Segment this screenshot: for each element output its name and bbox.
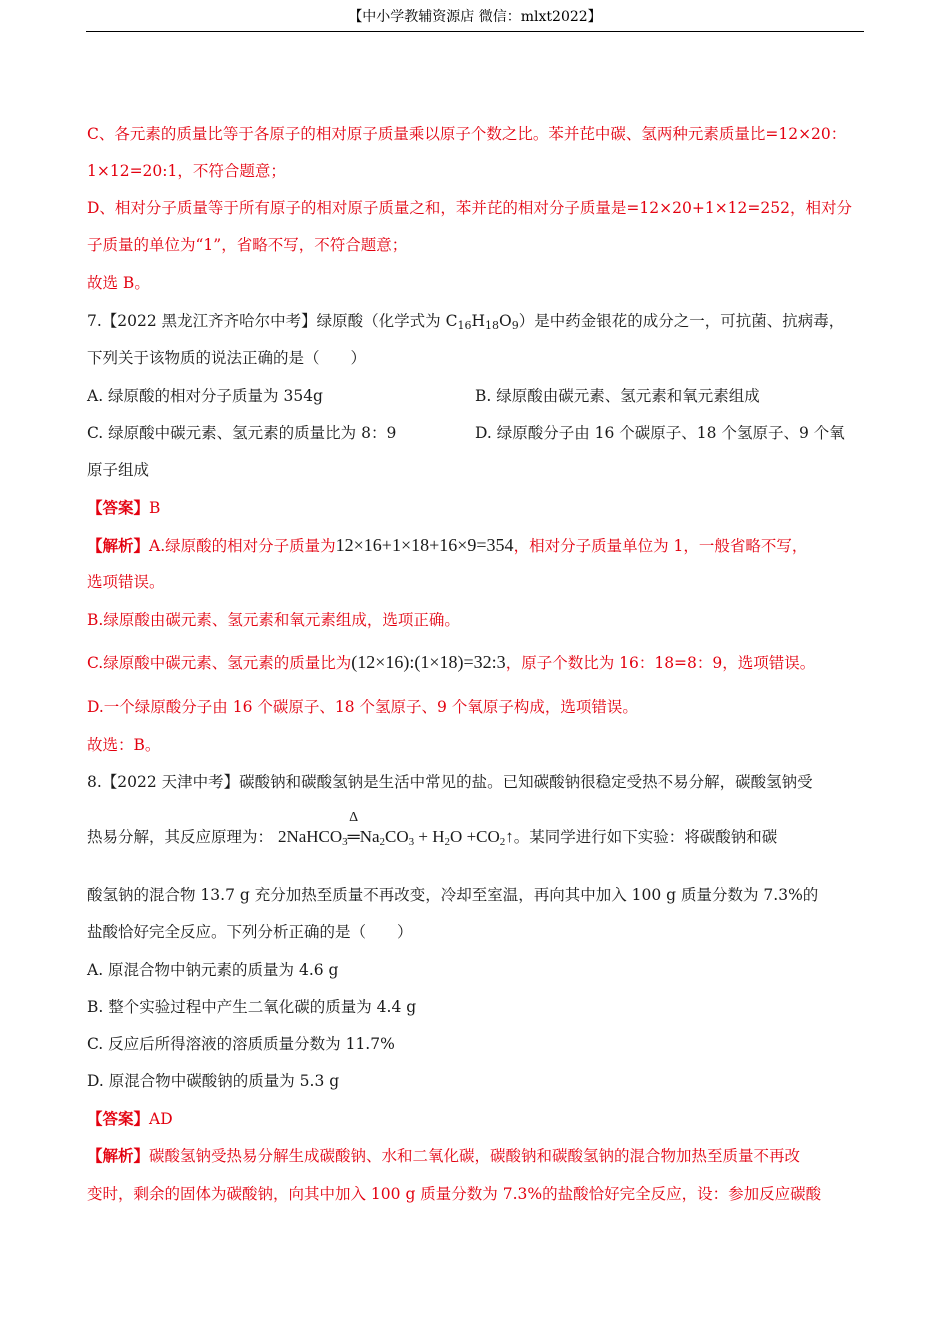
q8-eq-plus-b: +: [462, 827, 477, 846]
q8-stem-line2: [87, 810, 778, 848]
q8-explanation-line1-text: 碳酸氢钠受热易分解生成碳酸钠、水和二氧化碳，碳酸钠和碳酸氢钠的混合物加热至质量不再改: [149, 1147, 801, 1165]
q7-explanation-a-suffix: ，相对分子质量单位为 1，一般省略不写，: [513, 537, 808, 555]
q7-explanation-c-prefix: C.绿原酸中碳元素、氢元素的质量比为: [87, 654, 352, 672]
q7-stem-line2: 下列关于该物质的说法正确的是（ ）: [87, 349, 367, 367]
q7-explanation-a-line2: 选项错误。: [87, 573, 165, 591]
q7-stem-suffix: ）是中药金银花的成分之一，可抗菌、抗病毒，: [518, 312, 845, 330]
q8-eq-co-b: CO: [476, 827, 500, 846]
q8-eq-plus-a: +: [414, 827, 433, 846]
q8-eq-arrow-wrap: [347, 810, 360, 847]
q7-answer-label: 【答案】: [87, 498, 150, 517]
q8-option-c: C. 反应后所得溶液的溶质质量分数为 11.7%: [87, 1035, 395, 1053]
q8-eq-sub3-b: 3: [408, 836, 415, 848]
q8-stem-line4: 盐酸恰好完全反应。下列分析正确的是（ ）: [87, 923, 413, 941]
q7-formula-h: H: [471, 312, 485, 330]
q8-eq-na: Na: [359, 827, 380, 846]
prev-explanation-c-line2: 1×12=20:1，不符合题意；: [87, 162, 286, 180]
q8-option-d: D. 原混合物中碳酸钠的质量为 5.3 g: [87, 1072, 340, 1090]
q8-eq-arrow: ═: [347, 827, 360, 846]
q8-stem-line1: 8.【2022 天津中考】碳酸钠和碳酸氢钠是生活中常见的盐。已知碳酸钠很稳定受热不易分解，碳酸氢钠受: [87, 773, 813, 791]
q8-eq-h: H: [432, 827, 445, 846]
q8-eq-up-arrow: ↑: [505, 827, 514, 846]
q8-eq-co-a: CO: [385, 827, 409, 846]
q8-eq-reactant: 2NaHCO: [277, 827, 343, 846]
q7-explanation-c: [87, 652, 815, 673]
prev-explanation-d-line2: 子质量的单位为“1”，省略不写，不符合题意；: [87, 236, 408, 254]
q8-reaction-equation: [277, 810, 514, 848]
q7-conclusion: 故选：B。: [87, 736, 161, 754]
q8-eq-sub3-a: 3: [342, 836, 348, 848]
q8-answer: [87, 1109, 173, 1129]
prev-explanation-d-line1: D、相对分子质量等于所有原子的相对原子质量之和，苯并芘的相对分子质量是=12×20+1×12=252，相对分: [87, 199, 852, 217]
q7-stem-prefix: 7.【2022 黑龙江齐齐哈尔中考】绿原酸（化学式为 C: [87, 312, 458, 330]
q7-option-d-line2: 原子组成: [87, 461, 150, 479]
q8-option-b: B. 整个实验过程中产生二氧化碳的质量为 4.4 g: [87, 998, 417, 1016]
q7-option-a: A. 绿原酸的相对分子质量为 354g: [87, 387, 323, 405]
q8-eq-sub2-a: 2: [379, 836, 386, 848]
q8-eq-sub2-b: 2: [444, 836, 451, 848]
q7-explanation-c-math: (12×16):(1×18)=32:3: [351, 652, 506, 672]
q7-explanation-a-line1: [87, 535, 807, 556]
q7-formula-sub-16: 16: [457, 319, 472, 332]
q8-explanation-label: 【解析】: [87, 1146, 150, 1165]
q7-answer-value: B: [149, 499, 161, 517]
q8-answer-value: AD: [149, 1110, 173, 1128]
q7-option-d-line1: D. 绿原酸分子由 16 个碳原子、18 个氢原子、9 个氧: [475, 424, 845, 442]
q7-explanation-c-suffix: ，原子个数比为 16：18=8：9，选项错误。: [505, 654, 816, 672]
q8-stem-line3: 酸氢钠的混合物 13.7 g 充分加热至质量不再改变，冷却至室温，再向其中加入 100 g 质量分数为 7.3%的: [87, 886, 819, 904]
q8-explanation-line2: 变时，剩余的固体为碳酸钠，向其中加入 100 g 质量分数为 7.3%的盐酸恰好完全反应，设：参加反应碳酸: [87, 1185, 822, 1203]
header-divider: [86, 31, 864, 32]
q8-explanation-line1: [87, 1146, 800, 1166]
q8-eq-o: O: [450, 827, 463, 846]
q7-option-c: C. 绿原酸中碳元素、氢元素的质量比为 8：9: [87, 424, 397, 442]
q7-answer: [87, 498, 160, 518]
q7-stem-line1: [87, 311, 844, 331]
q7-explanation-b: B.绿原酸由碳元素、氢元素和氧元素组成，选项正确。: [87, 611, 460, 629]
prev-explanation-c-line1: C、各元素的质量比等于各原子的相对原子质量乘以原子个数之比。苯并芘中碳、氢两种元素质量比=12×20：: [87, 125, 847, 143]
q8-eq-delta: Δ: [349, 810, 359, 825]
q8-option-a: A. 原混合物中钠元素的质量为 4.6 g: [87, 961, 339, 979]
q7-option-b: B. 绿原酸由碳元素、氢元素和氧元素组成: [475, 387, 760, 405]
q7-explanation-a-prefix: A.绿原酸的相对分子质量为: [149, 537, 336, 555]
q7-explanation-label: 【解析】: [87, 536, 150, 555]
q8-eq-sub2-c: 2: [499, 836, 506, 848]
q7-formula-sub-18: 18: [484, 319, 499, 332]
q7-explanation-d: D.一个绿原酸分子由 16 个碳原子、18 个氢原子、9 个氧原子构成，选项错误。: [87, 698, 638, 716]
q7-formula-o: O: [498, 312, 512, 330]
q8-answer-label: 【答案】: [87, 1109, 150, 1128]
prev-conclusion: 故选 B。: [87, 274, 150, 292]
page-header: 【中小学教辅资源店 微信：mlxt2022】: [348, 9, 602, 25]
q7-formula-sub-9: 9: [511, 319, 519, 332]
q8-stem-line2-prefix: 热易分解，其反应原理为：: [87, 828, 274, 846]
q7-explanation-a-math: 12×16+1×18+16×9=354: [335, 535, 514, 555]
q8-stem-line2-suffix: 。某同学进行如下实验：将碳酸钠和碳: [513, 828, 778, 846]
